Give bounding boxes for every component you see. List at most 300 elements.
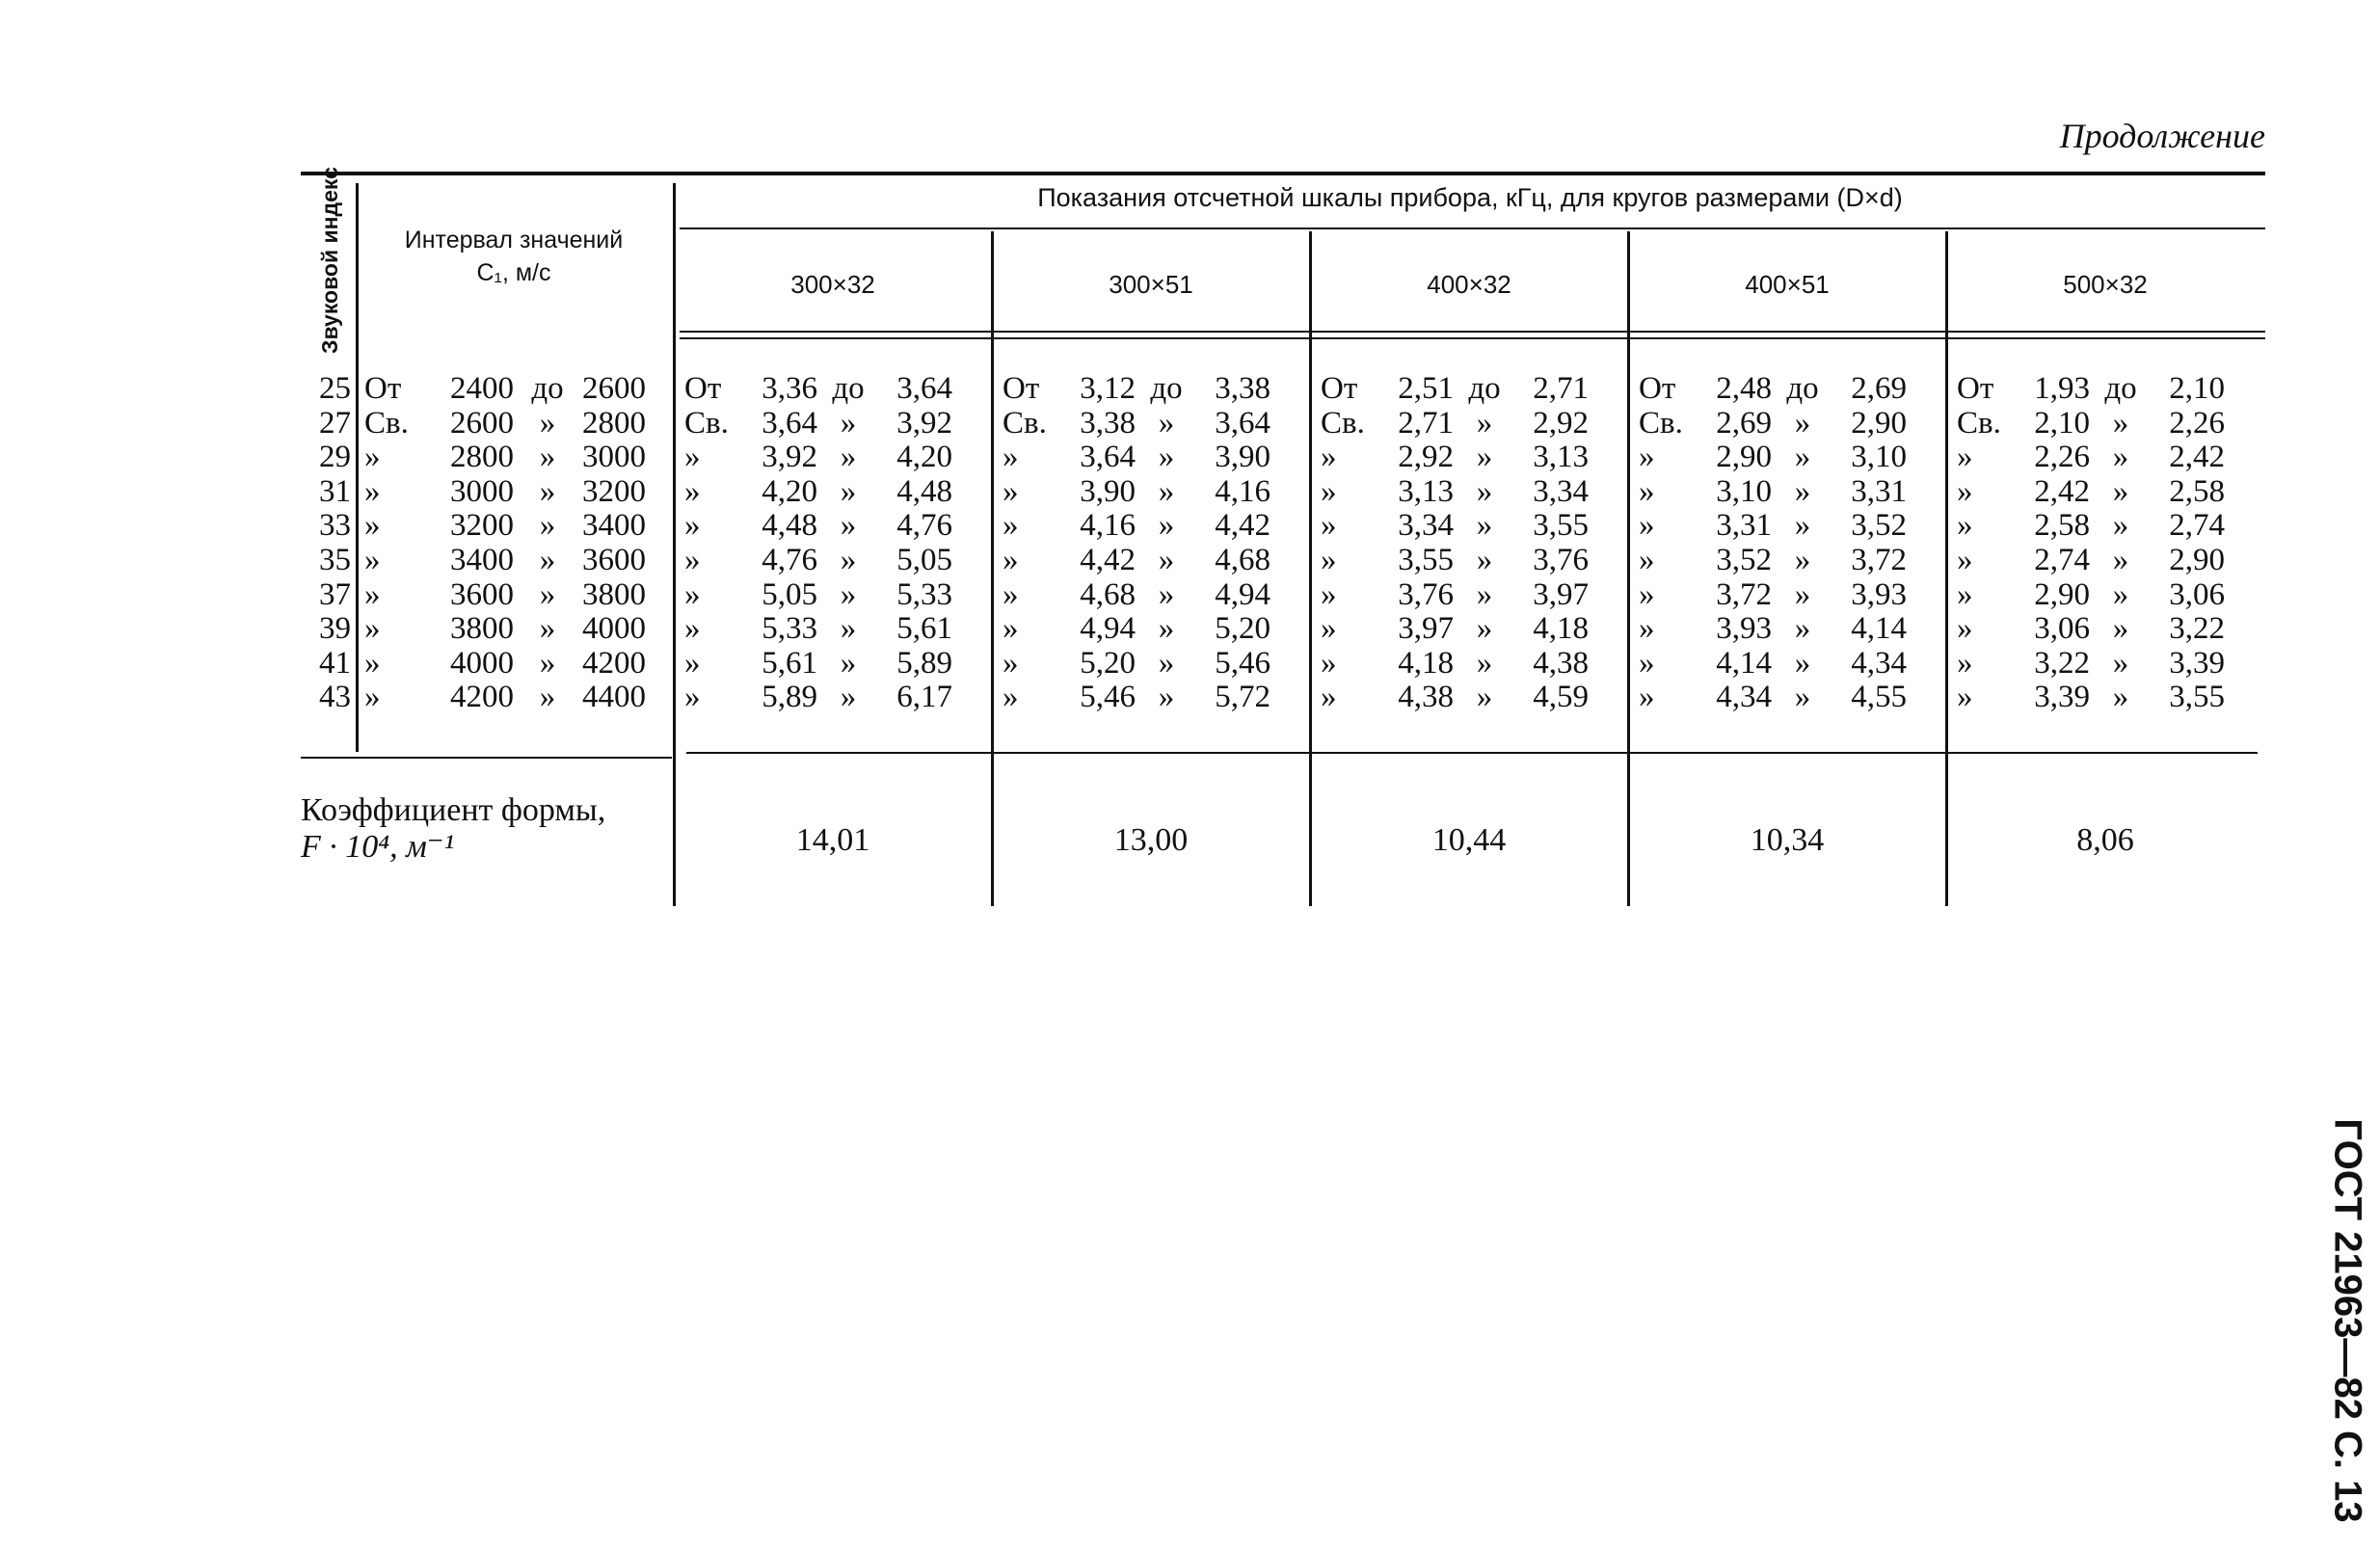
reading-from: 2,58	[2034, 508, 2090, 544]
reading-row	[1639, 544, 1938, 578]
reading-prefix: »	[684, 508, 701, 544]
interval-row	[364, 612, 654, 647]
reading-row	[1957, 509, 2256, 544]
reading-prefix: »	[1321, 645, 1337, 681]
reading-to: 5,61	[896, 611, 952, 647]
reading-to: 5,20	[1215, 611, 1270, 647]
reading-row	[1003, 612, 1301, 647]
interval-from: 3000	[450, 473, 514, 509]
reading-prefix: »	[1003, 576, 1019, 612]
reading-prefix: »	[1639, 473, 1655, 509]
reading-from: 3,36	[762, 371, 817, 406]
reading-from: 2,90	[1716, 440, 1772, 475]
reading-separator: »	[2112, 473, 2129, 509]
interval-to: 2600	[582, 371, 646, 406]
size-header-3: 400×32	[1427, 270, 1511, 299]
interval-separator: »	[539, 611, 556, 647]
row-index: 39	[319, 611, 351, 647]
reading-from: 5,05	[762, 576, 817, 612]
index-header	[301, 167, 359, 354]
index-column	[301, 372, 351, 715]
reading-from: 3,39	[2034, 680, 2090, 715]
reading-from: 3,97	[1398, 611, 1454, 647]
interval-from: 2800	[450, 440, 514, 475]
reading-row	[1639, 612, 1938, 647]
reading-to: 3,64	[1215, 405, 1270, 441]
interval-prefix: »	[364, 576, 381, 612]
row-index: 43	[319, 680, 351, 715]
reading-row	[1003, 647, 1301, 682]
interval-separator: »	[539, 576, 556, 612]
reading-to: 3,38	[1215, 371, 1270, 406]
body-bottom-rule-left	[301, 757, 672, 759]
reading-prefix: »	[1639, 611, 1655, 647]
interval-to: 3400	[582, 508, 646, 544]
interval-header-line2: C₁, м/с	[476, 259, 551, 286]
reading-separator: до	[1468, 371, 1501, 406]
reading-from: 4,94	[1080, 611, 1136, 647]
reading-from: 5,46	[1080, 680, 1136, 715]
reading-separator: »	[1158, 508, 1175, 544]
row-index: 37	[319, 576, 351, 612]
reading-to: 4,42	[1215, 508, 1270, 544]
reading-row	[1003, 441, 1301, 475]
reading-from: 3,92	[762, 440, 817, 475]
reading-row	[1003, 578, 1301, 613]
body-bottom-rule-right	[686, 752, 2258, 754]
interval-from: 3800	[450, 611, 514, 647]
reading-from: 3,52	[1716, 542, 1772, 577]
reading-from: 3,72	[1716, 576, 1772, 612]
interval-from: 3400	[450, 542, 514, 577]
reading-prefix: »	[1639, 576, 1655, 612]
reading-prefix: »	[684, 680, 701, 715]
reading-to: 3,90	[1215, 440, 1270, 475]
reading-prefix: От	[1957, 371, 1994, 406]
reading-prefix: »	[1321, 611, 1337, 647]
interval-to: 4200	[582, 645, 646, 681]
reading-separator: »	[1158, 645, 1175, 681]
reading-to: 2,71	[1533, 371, 1589, 406]
interval-row	[364, 681, 654, 715]
reading-prefix: »	[1003, 508, 1019, 544]
reading-to: 3,55	[1533, 508, 1589, 544]
reading-to: 3,31	[1851, 473, 1907, 509]
reading-prefix: »	[1639, 440, 1655, 475]
reading-to: 3,52	[1851, 508, 1907, 544]
reading-row	[1321, 681, 1619, 715]
interval-from: 2400	[450, 371, 514, 406]
readings-column-1	[684, 372, 983, 715]
reading-from: 3,76	[1398, 576, 1454, 612]
reading-row	[1321, 372, 1619, 407]
reading-separator: »	[1476, 680, 1493, 715]
reading-prefix: Св.	[1639, 405, 1683, 441]
reading-from: 3,93	[1716, 611, 1772, 647]
reading-row	[684, 441, 983, 475]
reading-separator: »	[2112, 645, 2129, 681]
interval-prefix: »	[364, 611, 381, 647]
reading-row	[1957, 578, 2256, 613]
reading-to: 4,68	[1215, 542, 1270, 577]
interval-to: 3800	[582, 576, 646, 612]
reading-from: 3,12	[1080, 371, 1136, 406]
reading-from: 5,33	[762, 611, 817, 647]
reading-row	[1957, 407, 2256, 441]
coefficient-label-line1: Коэффициент формы,	[301, 792, 606, 828]
reading-from: 2,26	[2034, 440, 2090, 475]
reading-prefix: »	[1957, 508, 1973, 544]
reading-to: 4,55	[1851, 680, 1907, 715]
reading-separator: »	[840, 645, 857, 681]
row-index: 27	[319, 405, 351, 441]
reading-from: 4,16	[1080, 508, 1136, 544]
reading-row	[1639, 407, 1938, 441]
row-index: 29	[319, 440, 351, 475]
reading-from: 2,92	[1398, 440, 1454, 475]
reading-to: 2,42	[2169, 440, 2225, 475]
reading-prefix: »	[1957, 473, 1973, 509]
reading-row	[684, 372, 983, 407]
reading-separator: »	[1476, 473, 1493, 509]
reading-separator: до	[832, 371, 865, 406]
reading-to: 5,05	[896, 542, 952, 577]
reading-to: 3,13	[1533, 440, 1589, 475]
interval-prefix: »	[364, 645, 381, 681]
reading-prefix: Св.	[1957, 405, 2001, 441]
reading-separator: »	[1794, 542, 1811, 577]
reading-row	[1639, 647, 1938, 682]
reading-row	[684, 647, 983, 682]
reading-prefix: »	[1003, 611, 1019, 647]
coefficient-value-2: 13,00	[1113, 822, 1189, 858]
reading-row	[1957, 681, 2256, 715]
reading-from: 4,18	[1398, 645, 1454, 681]
reading-prefix: »	[1957, 611, 1973, 647]
readings-header: Показания отсчетной шкалы прибора, кГц, для кругов размерами (D×d)	[1037, 183, 1903, 212]
reading-from: 5,89	[762, 680, 817, 715]
top-rule	[301, 172, 2265, 175]
reading-row	[1003, 407, 1301, 441]
reading-to: 3,93	[1851, 576, 1907, 612]
interval-to: 4000	[582, 611, 646, 647]
reading-separator: »	[840, 611, 857, 647]
reading-from: 3,64	[762, 405, 817, 441]
reading-prefix: »	[1321, 440, 1337, 475]
reading-to: 2,26	[2169, 405, 2225, 441]
interval-from: 4000	[450, 645, 514, 681]
reading-to: 4,76	[896, 508, 952, 544]
reading-prefix: »	[684, 473, 701, 509]
reading-from: 2,74	[2034, 542, 2090, 577]
readings-column-5	[1957, 372, 2256, 715]
reading-from: 3,13	[1398, 473, 1454, 509]
reading-prefix: Св.	[1321, 405, 1365, 441]
reading-from: 2,69	[1716, 405, 1772, 441]
reading-separator: »	[1794, 611, 1811, 647]
reading-separator: »	[840, 508, 857, 544]
reading-prefix: »	[1003, 440, 1019, 475]
reading-separator: »	[1794, 645, 1811, 681]
reading-to: 3,39	[2169, 645, 2225, 681]
interval-to: 2800	[582, 405, 646, 441]
reading-from: 4,42	[1080, 542, 1136, 577]
interval-prefix: »	[364, 542, 381, 577]
reading-prefix: »	[1321, 542, 1337, 577]
reading-separator: до	[1786, 371, 1819, 406]
reading-prefix: »	[684, 440, 701, 475]
reading-to: 4,34	[1851, 645, 1907, 681]
interval-separator: »	[539, 645, 556, 681]
reading-separator: »	[840, 440, 857, 475]
reading-separator: »	[1158, 542, 1175, 577]
reading-from: 2,48	[1716, 371, 1772, 406]
coefficient-value-3: 10,44	[1431, 822, 1507, 858]
reading-separator: »	[1794, 440, 1811, 475]
document-code-label	[2304, 1118, 2380, 1523]
reading-separator: »	[2112, 405, 2129, 441]
reading-to: 2,92	[1533, 405, 1589, 441]
reading-prefix: »	[1321, 576, 1337, 612]
reading-separator: »	[1476, 576, 1493, 612]
reading-to: 2,74	[2169, 508, 2225, 544]
coefficient-label-line2: F · 10⁴, м⁻¹	[301, 829, 454, 865]
reading-prefix: »	[1003, 645, 1019, 681]
reading-to: 3,92	[896, 405, 952, 441]
reading-to: 4,16	[1215, 473, 1270, 509]
continuation-label: Продолжение	[2059, 117, 2265, 155]
reading-row	[1003, 372, 1301, 407]
reading-separator: »	[840, 473, 857, 509]
reading-separator: »	[1476, 542, 1493, 577]
interval-prefix: »	[364, 473, 381, 509]
reading-row	[1003, 509, 1301, 544]
reading-to: 5,33	[896, 576, 952, 612]
reading-to: 5,72	[1215, 680, 1270, 715]
interval-separator: »	[539, 680, 556, 715]
header-bottom-rule-2	[680, 337, 2265, 339]
reading-row	[1321, 612, 1619, 647]
reading-to: 4,14	[1851, 611, 1907, 647]
reading-prefix: »	[1957, 440, 1973, 475]
reading-to: 3,10	[1851, 440, 1907, 475]
row-index: 35	[319, 542, 351, 577]
reading-separator: »	[1158, 405, 1175, 441]
reading-separator: »	[1476, 440, 1493, 475]
size-column-divider-1	[991, 231, 994, 906]
reading-separator: до	[1150, 371, 1183, 406]
reading-from: 1,93	[2034, 371, 2090, 406]
size-column-divider-4	[1945, 231, 1948, 906]
reading-to: 6,17	[896, 680, 952, 715]
reading-row	[1321, 647, 1619, 682]
interval-row	[364, 509, 654, 544]
coefficient-value-1: 14,01	[795, 822, 870, 858]
reading-prefix: От	[1003, 371, 1040, 406]
interval-to: 4400	[582, 680, 646, 715]
interval-row	[364, 475, 654, 510]
reading-separator: »	[1794, 576, 1811, 612]
reading-row	[684, 509, 983, 544]
interval-separator: »	[539, 542, 556, 577]
reading-to: 2,90	[2169, 542, 2225, 577]
reading-separator: »	[1794, 508, 1811, 544]
reading-prefix: »	[1957, 542, 1973, 577]
reading-row	[1957, 647, 2256, 682]
reading-prefix: »	[684, 645, 701, 681]
reading-row	[1639, 578, 1938, 613]
reading-to: 3,55	[2169, 680, 2225, 715]
reading-to: 2,69	[1851, 371, 1907, 406]
readings-column-4	[1639, 372, 1938, 715]
reading-separator: »	[2112, 680, 2129, 715]
reading-prefix: »	[1003, 680, 1019, 715]
reading-row	[1957, 544, 2256, 578]
reading-prefix: Св.	[1003, 405, 1047, 441]
subheader-rule	[680, 227, 2265, 229]
reading-prefix: »	[1003, 473, 1019, 509]
reading-separator: »	[840, 405, 857, 441]
reading-row	[1321, 475, 1619, 510]
reading-to: 3,76	[1533, 542, 1589, 577]
reading-separator: »	[1794, 405, 1811, 441]
reading-from: 3,10	[1716, 473, 1772, 509]
reading-to: 3,22	[2169, 611, 2225, 647]
interval-row	[364, 407, 654, 441]
reading-row	[684, 578, 983, 613]
reading-from: 5,20	[1080, 645, 1136, 681]
reading-separator: »	[1158, 473, 1175, 509]
reading-row	[1957, 441, 2256, 475]
reading-separator: »	[1476, 405, 1493, 441]
interval-row	[364, 544, 654, 578]
reading-to: 2,90	[1851, 405, 1907, 441]
header-bottom-rule-1	[680, 331, 2265, 333]
interval-column	[364, 372, 654, 715]
reading-separator: до	[2104, 371, 2137, 406]
reading-prefix: »	[684, 576, 701, 612]
reading-from: 3,64	[1080, 440, 1136, 475]
reading-prefix: »	[1321, 680, 1337, 715]
reading-from: 3,34	[1398, 508, 1454, 544]
reading-to: 3,64	[896, 371, 952, 406]
reading-row	[1321, 441, 1619, 475]
reading-prefix: »	[1957, 680, 1973, 715]
reading-prefix: »	[1321, 508, 1337, 544]
reading-prefix: »	[1003, 542, 1019, 577]
reading-from: 2,10	[2034, 405, 2090, 441]
reading-from: 2,51	[1398, 371, 1454, 406]
interval-header	[364, 224, 663, 289]
reading-separator: »	[2112, 611, 2129, 647]
reading-separator: »	[840, 542, 857, 577]
reading-from: 4,68	[1080, 576, 1136, 612]
reading-row	[1957, 475, 2256, 510]
reading-prefix: От	[1321, 371, 1358, 406]
reading-prefix: »	[1957, 645, 1973, 681]
interval-separator: »	[539, 440, 556, 475]
reading-row	[1639, 475, 1938, 510]
reading-to: 5,46	[1215, 645, 1270, 681]
reading-from: 3,31	[1716, 508, 1772, 544]
index-header-label: Звуковой индекс	[317, 167, 342, 354]
reading-separator: »	[1158, 611, 1175, 647]
interval-to: 3600	[582, 542, 646, 577]
reading-prefix: »	[684, 542, 701, 577]
reading-separator: »	[1158, 680, 1175, 715]
interval-separator: »	[539, 508, 556, 544]
interval-separator: »	[539, 473, 556, 509]
size-column-divider-2	[1309, 231, 1312, 906]
reading-separator: »	[2112, 576, 2129, 612]
reading-from: 3,38	[1080, 405, 1136, 441]
reading-separator: »	[1476, 611, 1493, 647]
interval-from: 3600	[450, 576, 514, 612]
interval-from: 4200	[450, 680, 514, 715]
interval-to: 3200	[582, 473, 646, 509]
interval-row	[364, 647, 654, 682]
reading-separator: »	[1158, 576, 1175, 612]
interval-row	[364, 372, 654, 407]
interval-from: 2600	[450, 405, 514, 441]
reading-from: 4,38	[1398, 680, 1454, 715]
reading-from: 4,48	[762, 508, 817, 544]
reading-to: 3,72	[1851, 542, 1907, 577]
reading-row	[1321, 407, 1619, 441]
reading-separator: »	[1794, 473, 1811, 509]
reading-prefix: »	[1321, 473, 1337, 509]
reading-prefix: »	[1957, 576, 1973, 612]
reading-row	[1639, 681, 1938, 715]
reading-from: 3,06	[2034, 611, 2090, 647]
interval-separator: »	[539, 405, 556, 441]
reading-prefix: От	[684, 371, 722, 406]
reading-prefix: Св.	[684, 405, 729, 441]
interval-prefix: »	[364, 440, 381, 475]
reading-from: 4,34	[1716, 680, 1772, 715]
reading-from: 4,20	[762, 473, 817, 509]
reading-row	[1639, 441, 1938, 475]
readings-column-2	[1003, 372, 1301, 715]
interval-prefix: Св.	[364, 405, 409, 441]
readings-column-3	[1321, 372, 1619, 715]
reading-separator: »	[1476, 508, 1493, 544]
interval-prefix: »	[364, 680, 381, 715]
coefficient-value-5: 8,06	[2076, 822, 2134, 858]
reading-row	[1321, 544, 1619, 578]
reading-separator: »	[2112, 542, 2129, 577]
interval-row	[364, 578, 654, 613]
reading-to: 5,89	[896, 645, 952, 681]
reading-row	[1003, 544, 1301, 578]
reading-from: 5,61	[762, 645, 817, 681]
reading-from: 3,22	[2034, 645, 2090, 681]
reading-from: 2,90	[2034, 576, 2090, 612]
reading-row	[1321, 509, 1619, 544]
reading-row	[1957, 372, 2256, 407]
coefficient-label	[301, 792, 605, 866]
reading-separator: »	[1158, 440, 1175, 475]
reading-to: 3,06	[2169, 576, 2225, 612]
reading-to: 4,59	[1533, 680, 1589, 715]
reading-prefix: »	[684, 611, 701, 647]
row-index: 33	[319, 508, 351, 544]
reading-row	[684, 407, 983, 441]
reading-separator: »	[840, 576, 857, 612]
interval-prefix: »	[364, 508, 381, 544]
reading-row	[684, 544, 983, 578]
size-header-1: 300×32	[790, 270, 875, 299]
